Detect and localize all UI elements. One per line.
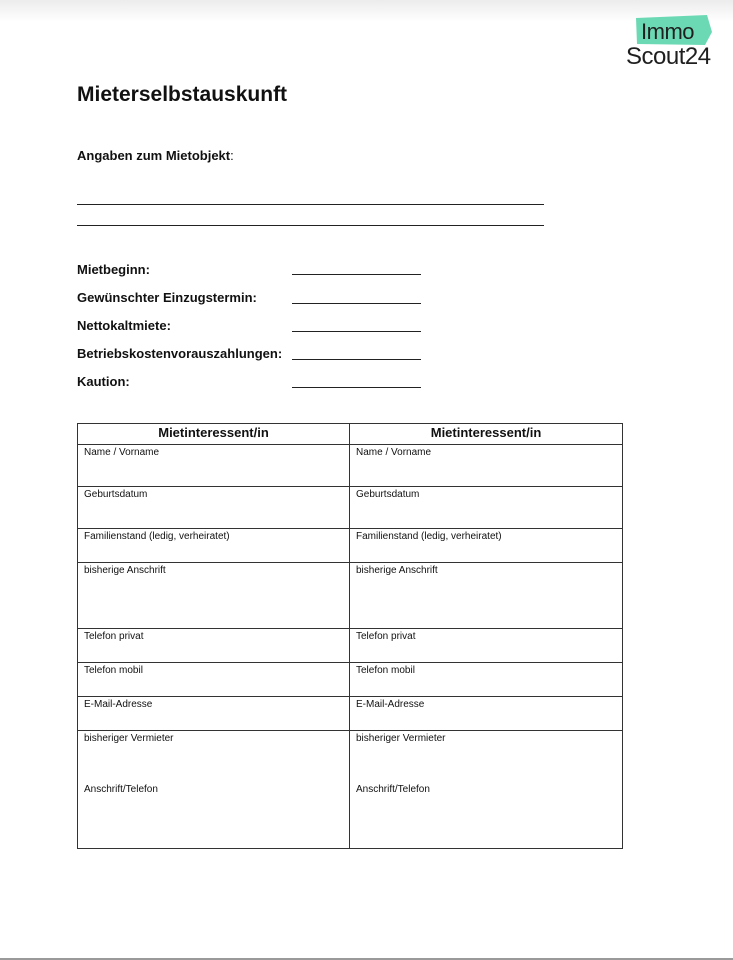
cell-label: bisheriger Vermieter — [84, 733, 174, 744]
cell-label: Geburtsdatum — [356, 489, 420, 500]
mietobjekt-label-colon: : — [230, 148, 234, 163]
cell-label: Telefon privat — [356, 631, 416, 642]
table-row — [78, 663, 623, 697]
cell-anschrift-2[interactable] — [350, 563, 623, 629]
label-nettokaltmiete: Nettokaltmiete: — [77, 318, 171, 333]
header-tenant-1: Mietinteressent/in — [78, 424, 350, 445]
cell-anschrift-1[interactable] — [78, 563, 350, 629]
line-einzugstermin[interactable] — [292, 303, 421, 304]
table-row — [78, 529, 623, 563]
document-title: Mieterselbstauskunft — [77, 83, 288, 106]
label-betriebskosten: Betriebskostenvorauszahlungen: — [77, 346, 283, 361]
table-header-row — [78, 424, 623, 445]
table-row — [78, 563, 623, 629]
cell-telefon-privat-1[interactable] — [78, 629, 350, 663]
cell-label: Familienstand (ledig, verheiratet) — [84, 531, 230, 542]
cell-label-anschrift-telefon: Anschrift/Telefon — [84, 784, 158, 795]
cell-telefon-mobil-1[interactable] — [78, 663, 350, 697]
cell-familienstand-2[interactable] — [350, 529, 623, 563]
cell-label: Telefon mobil — [84, 665, 143, 676]
table-row — [78, 697, 623, 731]
line-nettokaltmiete[interactable] — [292, 331, 421, 332]
cell-name-1[interactable] — [78, 445, 350, 487]
cell-geburtsdatum-1[interactable] — [78, 487, 350, 529]
immoscout24-logo — [624, 12, 724, 72]
cell-familienstand-1[interactable] — [78, 529, 350, 563]
cell-label-anschrift-telefon: Anschrift/Telefon — [356, 784, 430, 795]
table-row — [78, 487, 623, 529]
cell-label: Familienstand (ledig, verheiratet) — [356, 531, 502, 542]
cell-label: Telefon privat — [84, 631, 144, 642]
line-betriebskosten[interactable] — [292, 359, 421, 360]
table-row — [78, 731, 623, 849]
cell-email-2[interactable] — [350, 697, 623, 731]
cell-geburtsdatum-2[interactable] — [350, 487, 623, 529]
cell-label: Name / Vorname — [356, 447, 432, 458]
table-row — [78, 445, 623, 487]
table-row — [78, 629, 623, 663]
line-kaution[interactable] — [292, 387, 421, 388]
mietobjekt-label-text: Angaben zum Mietobjekt — [77, 148, 231, 163]
line-mietbeginn[interactable] — [292, 274, 421, 275]
cell-email-1[interactable] — [78, 697, 350, 731]
label-kaution: Kaution: — [77, 374, 130, 389]
mietobjekt-line-1[interactable] — [77, 204, 544, 205]
cell-label: Telefon mobil — [356, 665, 415, 676]
cell-name-2[interactable] — [350, 445, 623, 487]
cell-label: Geburtsdatum — [84, 489, 148, 500]
mietobjekt-label — [77, 148, 234, 163]
cell-vermieter-1[interactable] — [78, 731, 350, 849]
cell-label: E-Mail-Adresse — [84, 699, 153, 710]
logo-text-immo: Immo — [641, 19, 694, 44]
logo-text-scout24: Scout24 — [626, 43, 711, 70]
cell-label: bisheriger Vermieter — [356, 733, 446, 744]
label-mietbeginn: Mietbeginn: — [77, 262, 150, 277]
cell-telefon-privat-2[interactable] — [350, 629, 623, 663]
cell-label: Name / Vorname — [84, 447, 160, 458]
mietobjekt-line-2[interactable] — [77, 225, 544, 226]
cell-label: bisherige Anschrift — [84, 565, 166, 576]
tenant-table — [77, 423, 623, 849]
cell-telefon-mobil-2[interactable] — [350, 663, 623, 697]
label-einzugstermin: Gewünschter Einzugstermin: — [77, 290, 257, 305]
cell-vermieter-2[interactable] — [350, 731, 623, 849]
cell-label: bisherige Anschrift — [356, 565, 438, 576]
cell-label: E-Mail-Adresse — [356, 699, 425, 710]
header-tenant-2: Mietinteressent/in — [350, 424, 623, 445]
